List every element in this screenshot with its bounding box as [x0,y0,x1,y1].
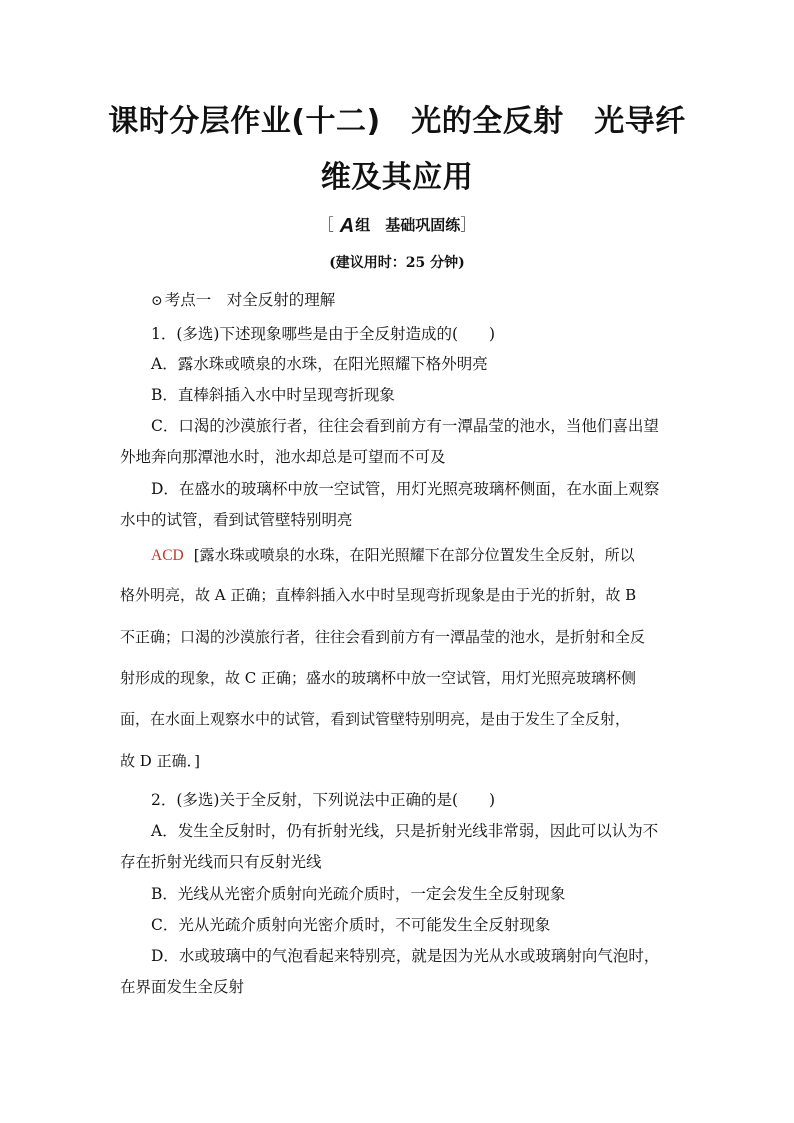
section-title: 考点一 对全反射的理解 [164,291,336,309]
question-2-option-a-line-2: 存在折射光线而只有反射光线 [120,853,322,871]
answer-1-line-5: 面，在水面上观察水中的试管，看到试管壁特别明亮，是由于发生了全反射， [120,710,631,728]
suggested-time: (建议用时：25 分钟) [329,255,465,271]
answer-1-line-4: 射形成的现象，故 C 正确；盛水的玻璃杯中放一空试管，用灯光照亮玻璃杯侧 [120,669,637,687]
question-2-stem: 2．(多选)关于全反射，下列说法中正确的是( ) [151,791,496,809]
section-heading [151,290,335,311]
group-a-badge: A [339,215,355,237]
bracket-open: ［ [317,215,334,234]
question-1-option-b: B．直棒斜插入水中时呈现弯折现象 [151,386,395,404]
page-title-line-2: 维及其应用 [320,160,474,195]
answer-1-line-6: 故 D 正确．] [120,752,200,770]
question-1-option-d-line-2: 水中的试管，看到试管壁特别明亮 [120,511,353,529]
question-1-option-d-line-1: D．在盛水的玻璃杯中放一空试管，用灯光照亮玻璃杯侧面，在水面上观察 [151,480,660,498]
answer-1-line-2: 格外明亮，故 A 正确；直棒斜插入水中时呈现弯折现象是由于光的折射，故 B [120,586,637,604]
group-label-text: 组 基础巩固练 [355,216,461,234]
question-1-option-a: A．露水珠或喷泉的水珠，在阳光照耀下格外明亮 [151,355,488,373]
circle-dot-icon: ⊙ [151,293,163,309]
group-heading [0,212,794,238]
answer-1-line-1 [151,545,635,566]
page-title-line-1: 课时分层作业(十二) 光的全反射 光导纤 [108,104,686,139]
question-2-option-d-line-1: D．水或玻璃中的气泡看起来特别亮，就是因为光从水或玻璃射向气泡时， [151,947,660,965]
bracket-close: ］ [460,215,477,234]
question-2-option-b: B．光线从光密介质射向光疏介质时，一定会发生全反射现象 [151,885,566,903]
answer-1-text-1: [露水珠或喷泉的水珠，在阳光照耀下在部分位置发生全反射，所以 [193,546,635,564]
question-1-stem: 1．(多选)下述现象哪些是由于全反射造成的( ) [151,325,496,343]
question-2-option-a-line-1: A．发生全反射时，仍有折射光线，只是折射光线非常弱，因此可以认为不 [151,822,659,840]
answer-1-key: ACD [151,547,184,564]
question-1-option-c-line-1: C．口渴的沙漠旅行者，往往会看到前方有一潭晶莹的池水，当他们喜出望 [151,417,659,435]
question-2-option-c: C．光从光疏介质射向光密介质时，不可能发生全反射现象 [151,916,551,934]
question-2-option-d-line-2: 在界面发生全反射 [120,978,245,996]
answer-1-line-3: 不正确；口渴的沙漠旅行者，往往会看到前方有一潭晶莹的池水，是折射和全反 [120,628,646,646]
question-1-option-c-line-2: 外地奔向那潭池水时，池水却总是可望而不可及 [120,448,446,466]
